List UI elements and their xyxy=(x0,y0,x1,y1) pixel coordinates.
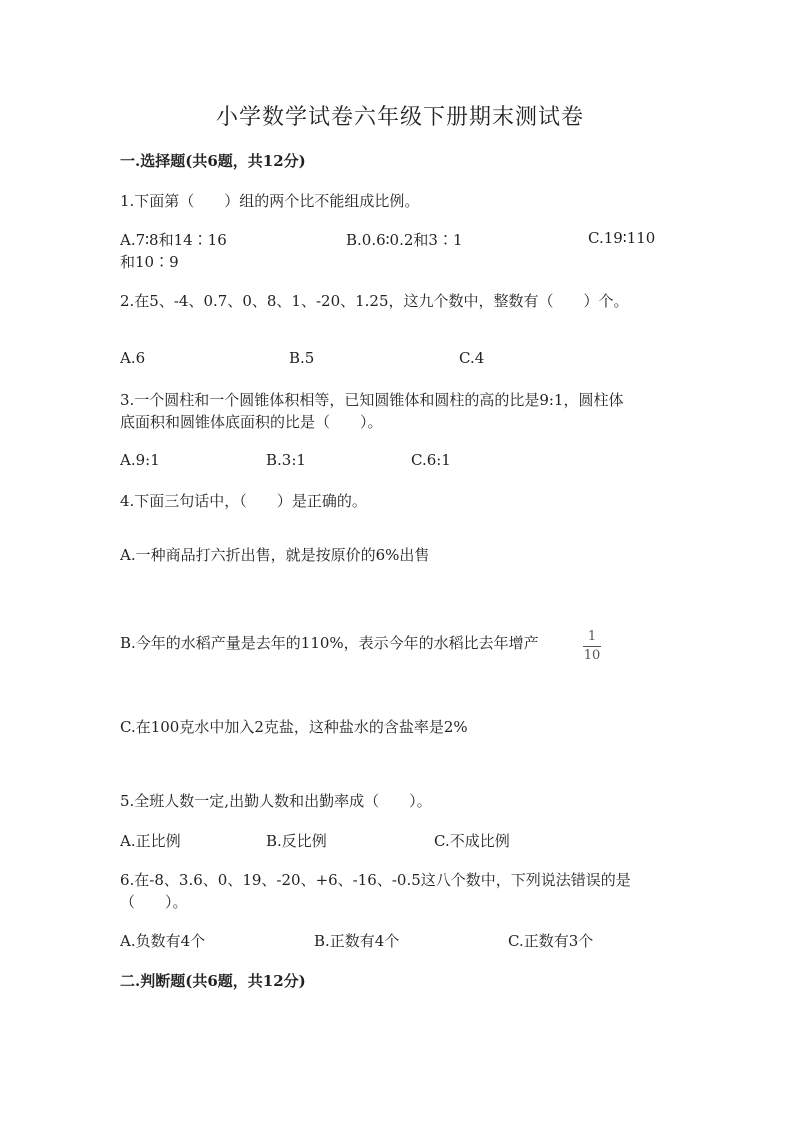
question-1-option-c: C.19∶110 xyxy=(588,229,656,247)
question-1-option-b: B.0.6∶0.2和3∶1 xyxy=(346,231,463,249)
question-2-option-c: C.4 xyxy=(459,349,485,367)
question-3-option-b: B.3:1 xyxy=(266,451,306,469)
section-heading-judgement: 二.判断题(共6题，共12分) xyxy=(120,972,306,990)
question-2-stem: 2.在5、-4、0.7、0、8、1、-20、1.25，这九个数中，整数有（ ）个。 xyxy=(120,292,629,310)
fraction-numerator: 1 xyxy=(587,629,597,644)
question-6-option-b: B.正数有4个 xyxy=(314,932,400,950)
question-6-option-c: C.正数有3个 xyxy=(508,932,594,950)
fraction-denominator: 10 xyxy=(583,648,601,663)
question-1-stem: 1.下面第（ ）组的两个比不能组成比例。 xyxy=(120,192,420,210)
question-3-stem-line2: 底面积和圆锥体底面积的比是（ ）。 xyxy=(120,413,383,431)
question-3-option-a: A.9:1 xyxy=(120,451,160,469)
question-5-option-b: B.反比例 xyxy=(266,832,327,850)
question-4-option-b: B.今年的水稻产量是去年的110%，表示今年的水稻比去年增产 xyxy=(120,634,539,652)
fraction-one-tenth xyxy=(583,630,601,663)
question-4-stem: 4.下面三句话中，（ ）是正确的。 xyxy=(120,492,367,510)
section-heading-choice: 一.选择题(共6题，共12分) xyxy=(120,152,306,170)
question-4-option-c: C.在100克水中加入2克盐，这种盐水的含盐率是2% xyxy=(120,718,468,736)
question-2-option-a: A.6 xyxy=(120,349,146,367)
question-5-stem: 5.全班人数一定,出勤人数和出勤率成（ ）。 xyxy=(120,792,432,810)
page-title: 小学数学试卷六年级下册期末测试卷 xyxy=(215,105,584,130)
question-6-stem-line1: 6.在-8、3.6、0、19、-20、+6、-16、-0.5这八个数中，下列说法错误的是 xyxy=(120,871,631,889)
question-6-option-a: A.负数有4个 xyxy=(120,932,206,950)
question-4-option-a: A.一种商品打六折出售，就是按原价的6%出售 xyxy=(120,546,430,564)
question-2-option-b: B.5 xyxy=(289,349,315,367)
question-3-stem-line1: 3.一个圆柱和一个圆锥体积相等，已知圆锥体和圆柱的高的比是9:1，圆柱体 xyxy=(120,391,624,409)
question-1-option-a: A.7∶8和14∶16 xyxy=(120,231,227,249)
question-6-stem-line2: （ ）。 xyxy=(120,893,188,911)
question-3-option-c: C.6:1 xyxy=(411,451,451,469)
question-5-option-c: C.不成比例 xyxy=(434,832,510,850)
fraction-bar xyxy=(583,646,601,647)
question-5-option-a: A.正比例 xyxy=(120,832,181,850)
question-1-option-c-continued: 和10∶9 xyxy=(120,253,179,271)
